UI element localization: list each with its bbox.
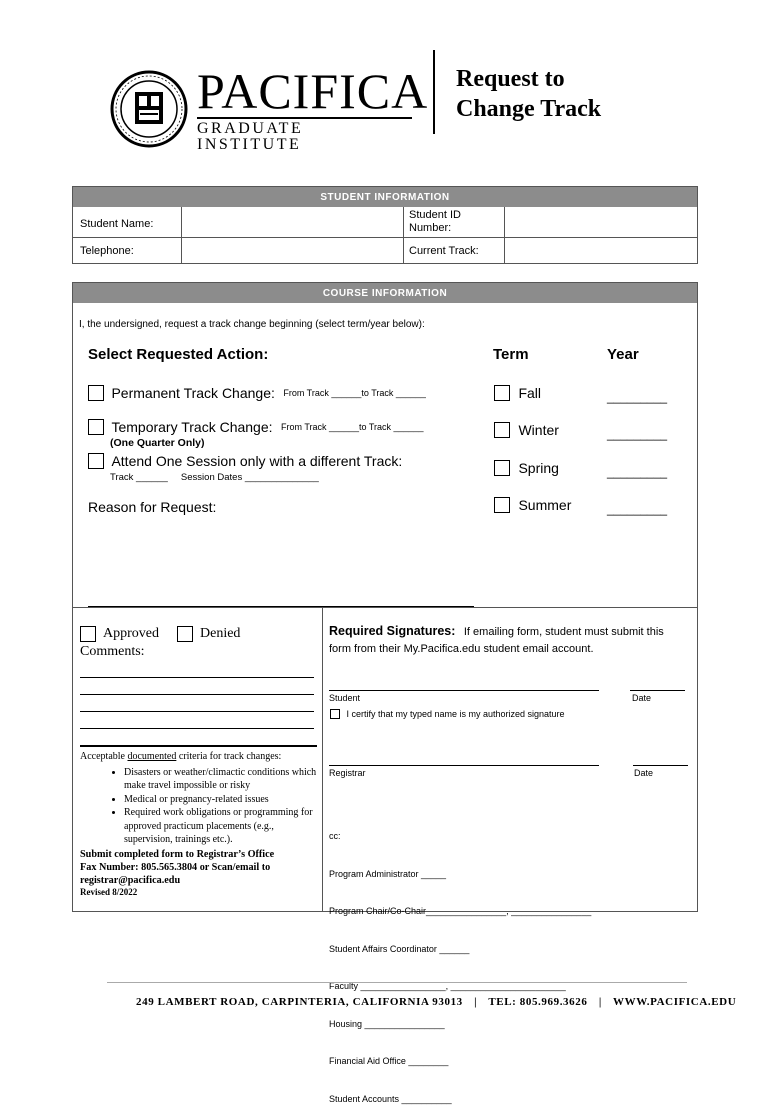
telephone-label: Telephone: [80, 245, 134, 257]
denied-option[interactable] [177, 625, 240, 643]
col-divider-3 [504, 207, 505, 264]
signatures-heading: Required Signatures: [329, 624, 456, 638]
comments-label: Comments: [80, 644, 145, 659]
cc-block [329, 805, 591, 1118]
comment-line-1[interactable] [80, 677, 314, 678]
year-field-spring[interactable]: _________ [607, 465, 668, 479]
student-info-title: STUDENT INFORMATION [73, 187, 697, 207]
criteria-intro [80, 750, 318, 764]
certify-checkbox[interactable] [330, 709, 340, 719]
action-heading: Select Requested Action: [88, 346, 269, 363]
summer-checkbox[interactable] [494, 497, 510, 513]
criteria-item: • Required work obligations or programming for approved practicum placements (e.g., supervision, trainings etc.). [124, 806, 318, 847]
certify-option[interactable] [330, 705, 565, 723]
cc-line: Financial Aid Office ________ [329, 1056, 449, 1066]
approved-option[interactable] [80, 625, 159, 643]
approved-checkbox[interactable] [80, 626, 96, 642]
form-title-line2: Change Track [456, 96, 602, 122]
attend-label: Attend One Session only with a different Track: [111, 452, 403, 469]
permanent-label: Permanent Track Change: [111, 384, 275, 401]
submit-line-3: registrar@pacifica.edu [80, 874, 181, 886]
submit-line-1: Submit completed form to Registrar’s Office [80, 848, 275, 860]
comment-line-2[interactable] [80, 694, 314, 695]
attend-checkbox[interactable] [88, 453, 104, 469]
criteria-block [80, 750, 318, 898]
registrar-label: Registrar [329, 768, 366, 778]
signatures-heading-block [329, 622, 691, 658]
temporary-note: (One Quarter Only) [110, 437, 205, 449]
spring-checkbox[interactable] [494, 460, 510, 476]
criteria-intro-prefix: Acceptable [80, 751, 128, 762]
fall-label: Fall [518, 384, 542, 401]
criteria-intro-suffix: criteria for track changes: [176, 751, 282, 762]
criteria-intro-underlined: documented [127, 751, 177, 762]
cc-label: cc: [329, 831, 341, 841]
footer-website[interactable]: WWW.PACIFICA.EDU [613, 996, 737, 1008]
permanent-detail: From Track ______to Track ______ [283, 387, 426, 398]
year-field-summer[interactable]: _________ [607, 502, 668, 516]
student-date-label: Date [632, 693, 652, 703]
criteria-item: • Medical or pregnancy-related issues [124, 793, 318, 807]
criteria-item: • Disasters or weather/climactic conditions which make travel impossible or risky [124, 766, 318, 793]
denied-checkbox[interactable] [177, 626, 193, 642]
signatures-instructions-1: If emailing form, student must submit this [463, 626, 664, 638]
submit-line-2: Fax Number: 805.565.3804 or Scan/email to [80, 861, 271, 873]
footer [136, 996, 736, 1008]
revised-date: Revised 8/2022 [80, 886, 138, 897]
comment-line-4[interactable] [80, 728, 314, 729]
student-id-label-line1: Student ID [409, 209, 461, 221]
temporary-label: Temporary Track Change: [111, 418, 273, 435]
student-name-field[interactable] [183, 209, 401, 236]
current-track-field[interactable] [506, 239, 696, 263]
cc-line: Program Chair/Co-Chair________________, ________________ [329, 906, 592, 916]
logo-subtitle: GRADUATE INSTITUTE [197, 117, 412, 153]
permanent-checkbox[interactable] [88, 385, 104, 401]
registrar-date-label: Date [634, 768, 654, 778]
form-title-line1: Request to [456, 66, 565, 92]
certify-text: I certify that my typed name is my authorized signature [346, 708, 565, 719]
registrar-date-line[interactable] [633, 765, 688, 766]
course-info-title: COURSE INFORMATION [73, 283, 697, 303]
footer-separator: | [474, 996, 478, 1008]
permanent-option[interactable] [88, 384, 426, 402]
term-spring[interactable] [494, 459, 559, 477]
cc-line: Faculty _________________, _______________________ [329, 981, 566, 991]
temporary-detail: From Track ______to Track ______ [280, 421, 424, 432]
attend-detail: Track ______ Session Dates ______________ [110, 472, 319, 483]
spring-label: Spring [518, 459, 559, 476]
telephone-field[interactable] [183, 239, 401, 263]
fall-checkbox[interactable] [494, 385, 510, 401]
signatures-instructions-2: form from their My.Pacifica.edu student email account. [329, 643, 594, 655]
footer-phone: TEL: 805.969.3626 [488, 996, 588, 1008]
student-name-label: Student Name: [80, 218, 154, 230]
submit-instructions [80, 848, 318, 887]
current-track-label: Current Track: [409, 245, 479, 257]
pacifica-seal-logo [110, 70, 188, 148]
criteria-list [80, 766, 318, 847]
term-heading: Term [493, 346, 529, 363]
summer-label: Summer [518, 496, 572, 513]
cc-line: Student Affairs Coordinator ______ [329, 943, 470, 954]
term-summer[interactable] [494, 496, 571, 514]
denied-label: Denied [200, 626, 241, 642]
approved-label: Approved [103, 626, 159, 642]
student-info-row-divider [73, 237, 697, 238]
student-date-line[interactable] [630, 690, 685, 691]
lower-divider-v [322, 607, 323, 911]
lower-divider-h [73, 607, 697, 608]
cc-line: Housing ________________ [329, 1018, 445, 1029]
col-divider-2 [403, 207, 404, 264]
header-divider [433, 50, 435, 134]
year-field-fall[interactable]: _________ [607, 390, 668, 404]
col-divider-1 [181, 207, 182, 264]
winter-checkbox[interactable] [494, 422, 510, 438]
logo-name: PACIFICA [197, 63, 429, 119]
year-field-winter[interactable]: _________ [607, 427, 668, 441]
reason-field[interactable] [88, 518, 474, 604]
student-id-label-line2: Number: [409, 222, 452, 234]
term-winter[interactable] [494, 421, 559, 439]
winter-label: Winter [518, 421, 559, 438]
temporary-checkbox[interactable] [88, 419, 104, 435]
footer-address: 249 LAMBERT ROAD, CARPINTERIA, CALIFORNIA 93013 [136, 996, 463, 1008]
criteria-top-rule [80, 745, 317, 747]
temporary-option[interactable] [88, 418, 424, 436]
year-heading: Year [607, 346, 639, 363]
logo-wordmark [197, 63, 429, 153]
attend-option[interactable] [88, 452, 402, 470]
reason-label: Reason for Request: [88, 499, 217, 515]
course-intro: I, the undersigned, request a track change beginning (select term/year below): [79, 319, 425, 330]
form-title [456, 64, 601, 124]
cc-line: Program Administrator _____ [329, 868, 447, 879]
registrar-signature-line[interactable] [329, 765, 599, 766]
footer-separator: | [598, 996, 602, 1008]
footer-rule [107, 982, 687, 983]
student-id-field[interactable] [506, 209, 696, 236]
cc-line: Student Accounts __________ [329, 1093, 452, 1104]
student-signature-line[interactable] [329, 690, 599, 691]
student-id-label [409, 209, 461, 235]
term-fall[interactable] [494, 384, 541, 402]
student-info-section [72, 186, 698, 264]
comment-line-3[interactable] [80, 711, 314, 712]
student-signature-label: Student [329, 693, 361, 703]
